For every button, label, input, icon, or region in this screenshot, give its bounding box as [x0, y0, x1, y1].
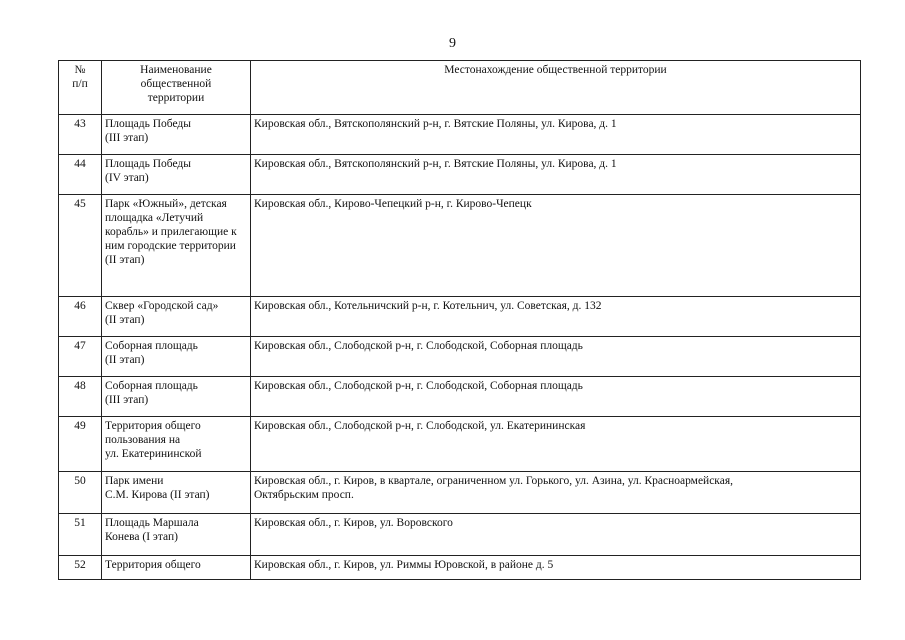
table-row [59, 195, 861, 297]
table-row [59, 472, 861, 514]
table-row [59, 337, 861, 377]
row-name: Соборная площадь (III этап) [102, 377, 251, 417]
header-name: Наименование общественной территории [102, 61, 251, 115]
row-num: 44 [59, 155, 102, 195]
row-num: 43 [59, 115, 102, 155]
row-name: Территория общего [102, 556, 251, 580]
table-row [59, 514, 861, 556]
row-location: Кировская обл., Слободской р-н, г. Слободской, Соборная площадь [251, 377, 861, 417]
row-location: Кировская обл., Вятскополянский р-н, г. Вятские Поляны, ул. Кирова, д. 1 [251, 115, 861, 155]
row-name: Площадь Победы (IV этап) [102, 155, 251, 195]
table-header-row [59, 61, 861, 115]
row-location: Кировская обл., г. Киров, в квартале, ограниченном ул. Горького, ул. Азина, ул. Красноармейская, Октябрьским просп. [251, 472, 861, 514]
row-location: Кировская обл., Слободской р-н, г. Слободской, Соборная площадь [251, 337, 861, 377]
header-location: Местонахождение общественной территории [251, 61, 861, 115]
row-location: Кировская обл., г. Киров, ул. Воровского [251, 514, 861, 556]
row-location: Кировская обл., Вятскополянский р-н, г. Вятские Поляны, ул. Кирова, д. 1 [251, 155, 861, 195]
table-row [59, 377, 861, 417]
row-num: 49 [59, 417, 102, 472]
row-name: Площадь Маршала Конева (I этап) [102, 514, 251, 556]
row-num: 46 [59, 297, 102, 337]
page-number: 9 [449, 36, 456, 51]
row-name: Сквер «Городской сад» (II этап) [102, 297, 251, 337]
row-num: 50 [59, 472, 102, 514]
row-name: Площадь Победы (III этап) [102, 115, 251, 155]
row-name: Парк имени С.М. Кирова (II этап) [102, 472, 251, 514]
header-num: № п/п [59, 61, 102, 115]
row-location: Кировская обл., Слободской р-н, г. Слободской, ул. Екатерининская [251, 417, 861, 472]
row-name: Парк «Южный», детская площадка «Летучий корабль» и прилегающие к ним городские территории (II этап) [102, 195, 251, 297]
row-location: Кировская обл., г. Киров, ул. Риммы Юровской, в районе д. 5 [251, 556, 861, 580]
row-num: 47 [59, 337, 102, 377]
row-num: 51 [59, 514, 102, 556]
table-row [59, 417, 861, 472]
table-row [59, 297, 861, 337]
row-name: Соборная площадь (II этап) [102, 337, 251, 377]
row-name: Территория общего пользования на ул. Екатерининской [102, 417, 251, 472]
row-num: 48 [59, 377, 102, 417]
table-row [59, 155, 861, 195]
row-num: 45 [59, 195, 102, 297]
table-row [59, 115, 861, 155]
row-location: Кировская обл., Котельничский р-н, г. Котельнич, ул. Советская, д. 132 [251, 297, 861, 337]
table-row [59, 556, 861, 580]
row-num: 52 [59, 556, 102, 580]
territories-table [58, 60, 861, 580]
row-location: Кировская обл., Кирово-Чепецкий р-н, г. Кирово-Чепецк [251, 195, 861, 297]
